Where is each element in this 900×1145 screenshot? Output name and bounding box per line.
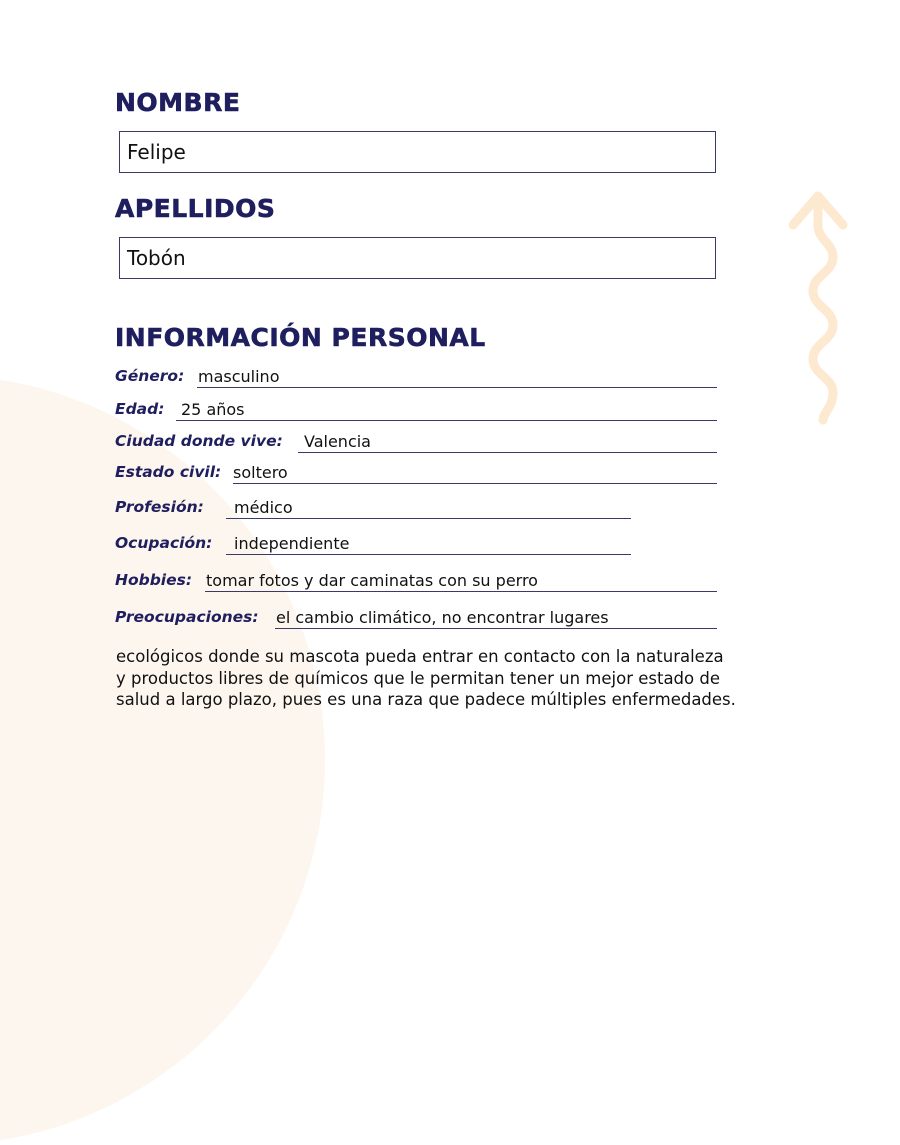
- field-value[interactable]: tomar fotos y dar caminatas con su perro: [206, 571, 538, 590]
- info-heading: INFORMACIÓN PERSONAL: [115, 323, 486, 352]
- apellidos-heading: APELLIDOS: [115, 194, 276, 223]
- underline: [233, 483, 717, 484]
- field-label: Estado civil:: [115, 463, 222, 481]
- field-value[interactable]: 25 años: [181, 400, 245, 419]
- underline: [226, 554, 631, 555]
- nombre-field[interactable]: [119, 131, 716, 173]
- field-label: Preocupaciones:: [115, 608, 259, 626]
- field-ocupacion: [115, 531, 635, 555]
- field-label: Ciudad donde vive:: [115, 432, 283, 450]
- field-estado-civil: [115, 460, 720, 484]
- apellidos-value: Tobón: [127, 246, 186, 270]
- underline: [197, 387, 717, 388]
- field-value[interactable]: masculino: [198, 367, 280, 386]
- field-label: Género:: [115, 367, 185, 385]
- field-profesion: [115, 495, 635, 519]
- field-label: Ocupación:: [115, 534, 213, 552]
- field-value[interactable]: Valencia: [304, 432, 371, 451]
- field-preocupaciones: [115, 605, 720, 629]
- nombre-heading: NOMBRE: [115, 88, 241, 117]
- field-value[interactable]: soltero: [233, 463, 288, 482]
- field-label: Profesión:: [115, 498, 204, 516]
- wavy-arrow-up-icon: [780, 185, 860, 435]
- apellidos-field[interactable]: [119, 237, 716, 279]
- field-value[interactable]: el cambio climático, no encontrar lugares: [276, 608, 609, 627]
- underline: [275, 628, 717, 629]
- field-hobbies: [115, 568, 720, 592]
- field-edad: [115, 397, 720, 421]
- field-label: Hobbies:: [115, 571, 193, 589]
- nombre-value: Felipe: [127, 140, 186, 164]
- underline: [205, 591, 717, 592]
- field-value[interactable]: médico: [234, 498, 293, 517]
- field-value[interactable]: independiente: [234, 534, 350, 553]
- field-label: Edad:: [115, 400, 165, 418]
- underline: [226, 518, 631, 519]
- preocupaciones-continuation: ecológicos donde su mascota pueda entrar en contacto con la naturaleza y productos libres de químicos que le permitan tener un mejor estado de salud a largo plazo, pues es una raza que padece múltiples enfermedades.: [116, 647, 736, 709]
- underline: [176, 420, 717, 421]
- background-circle: [0, 375, 325, 1145]
- field-genero: [115, 364, 720, 388]
- field-ciudad: [115, 429, 720, 453]
- underline: [298, 452, 717, 453]
